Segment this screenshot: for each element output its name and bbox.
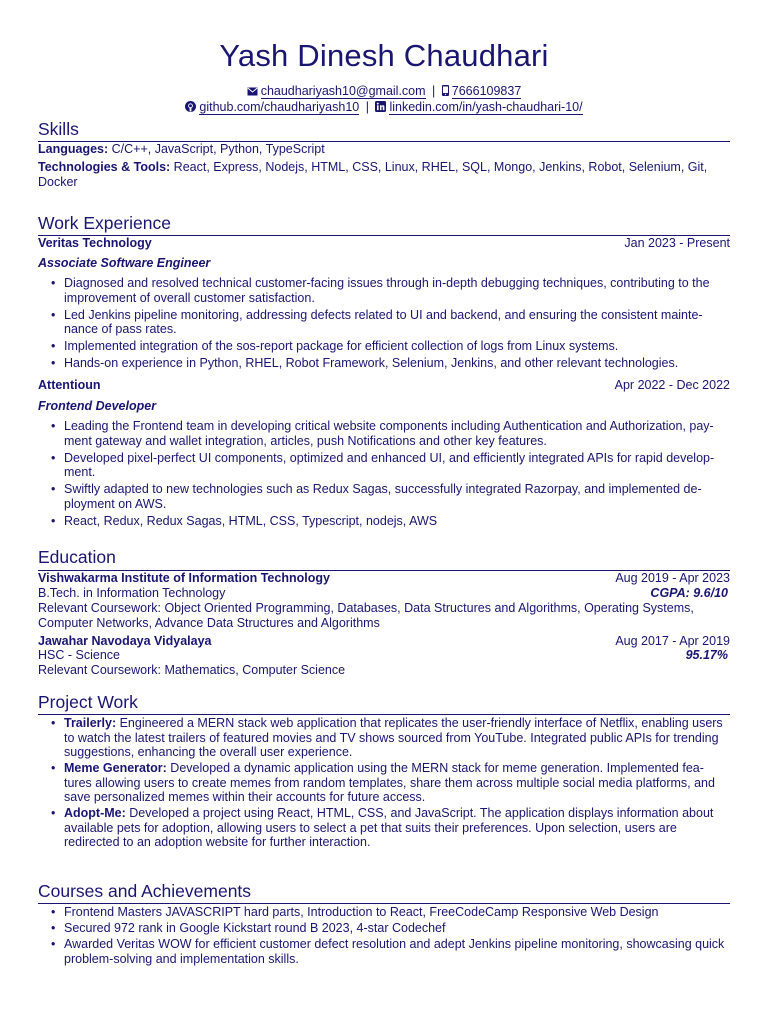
achievement-item: • Secured 972 rank in Google Kickstart round B 2023, 4-star Codechef bbox=[38, 921, 730, 936]
mobile-phone-icon bbox=[442, 84, 449, 100]
project-item: • Adopt-Me: Developed a project using React, HTML, CSS, and JavaScript. The application displays information about available pets for adoption, allowing users to select a pet that suits their preferences. Upon selection, users are redirected to an adoption website for further interaction. bbox=[38, 806, 730, 850]
school-score: CGPA: 9.6/10 bbox=[650, 586, 728, 600]
section-divider bbox=[38, 714, 730, 715]
email-link[interactable]: chaudhariyash10@gmail.com bbox=[260, 84, 426, 98]
bullet-item: • Diagnosed and resolved technical customer-facing issues through in-depth debugging techniques, contributing to the improvement of overall customer satisfaction. bbox=[38, 276, 730, 305]
tools-value-cont: Docker bbox=[38, 174, 78, 189]
section-title-courses: Courses and Achievements bbox=[38, 881, 252, 901]
bullet-item: • Swiftly adapted to new technologies such as Redux Sagas, successfully integrated Razorpay, and implemented de- ployment on AWS. bbox=[38, 482, 730, 511]
bullet-item: • Implemented integration of the sos-report package for efficient collection of logs from Linux systems. bbox=[38, 339, 730, 354]
project-item: • Meme Generator: Developed a dynamic application using the MERN stack for meme generation. Implemented fea- tures allowing users to create memes from random templates, share them across multiple social media platforms, and save personalized memes within their accounts for future access. bbox=[38, 761, 730, 805]
courses-list bbox=[38, 905, 730, 968]
bullet-item: • Hands-on experience in Python, RHEL, Robot Framework, Selenium, Jenkins, and other relevant technologies. bbox=[38, 356, 730, 371]
company-name: Veritas Technology bbox=[38, 236, 152, 250]
coursework: Relevant Coursework: Object Oriented Programming, Databases, Data Structures and Algorithms, Operating Systems, Computer Networks, Advance Data Structures and Algorithms bbox=[38, 601, 694, 630]
candidate-name: Yash Dinesh Chaudhari bbox=[219, 38, 549, 73]
separator: | bbox=[432, 84, 436, 98]
job-role: Associate Software Engineer bbox=[38, 256, 211, 270]
school-name: Jawahar Navodaya Vidyalaya bbox=[38, 634, 212, 648]
bullet-item: • Leading the Frontend team in developing critical website components including Authentication and Authorization, pay- ment gateway and wallet integration, articles, push Notifications and other key features. bbox=[38, 419, 730, 448]
school-score: 95.17% bbox=[685, 648, 728, 662]
bullet-item: • Developed pixel-perfect UI components, optimized and enhanced UI, and efficiently integrated APIs for rapid develop- ment. bbox=[38, 451, 730, 480]
contact-line-2 bbox=[38, 99, 730, 116]
tools-label: Technologies & Tools: bbox=[38, 160, 171, 174]
school-dates: Aug 2019 - Apr 2023 bbox=[615, 571, 730, 585]
skills-tools bbox=[38, 160, 730, 189]
bullet-item: • React, Redux, Redux Sagas, HTML, CSS, Typescript, nodejs, AWS bbox=[38, 514, 730, 529]
phone-link[interactable]: 7666109837 bbox=[451, 84, 522, 98]
contact-line-1 bbox=[38, 83, 730, 100]
section-title-skills: Skills bbox=[38, 119, 79, 139]
coursework: Relevant Coursework: Mathematics, Computer Science bbox=[38, 663, 346, 677]
school-name: Vishwakarma Institute of Information Technology bbox=[38, 571, 330, 585]
section-title-experience: Work Experience bbox=[38, 213, 171, 233]
skills-languages bbox=[38, 142, 730, 157]
school-dates: Aug 2017 - Apr 2019 bbox=[615, 634, 730, 648]
section-title-projects: Project Work bbox=[38, 692, 138, 712]
degree: B.Tech. in Information Technology bbox=[38, 586, 226, 600]
job-dates: Apr 2022 - Dec 2022 bbox=[614, 378, 730, 392]
section-divider bbox=[38, 903, 730, 904]
job-bullets bbox=[38, 419, 730, 531]
github-icon bbox=[185, 100, 196, 116]
linkedin-link[interactable]: linkedin.com/in/yash-chaudhari-10/ bbox=[389, 100, 583, 114]
github-link[interactable]: github.com/chaudhariyash10 bbox=[199, 100, 360, 114]
section-title-education: Education bbox=[38, 547, 116, 567]
languages-value: C/C++, JavaScript, Python, TypeScript bbox=[111, 142, 325, 156]
job-dates: Jan 2023 - Present bbox=[624, 236, 730, 250]
achievement-item: • Frontend Masters JAVASCRIPT hard parts, Introduction to React, FreeCodeCamp Responsive Web Design bbox=[38, 905, 730, 920]
achievement-item: • Awarded Veritas WOW for efficient customer defect resolution and adept Jenkins pipeline monitoring, showcasing quick problem-solving and implementation skills. bbox=[38, 937, 730, 966]
project-item: • Trailerly: Engineered a MERN stack web application that replicates the user-friendly interface of Netflix, enabling users to watch the latest trailers of featured movies and TV shows sourced from YouTube. Integrated public APIs for trending suggestions, enhancing the overall user experience. bbox=[38, 716, 730, 760]
separator: | bbox=[365, 100, 369, 114]
company-name: Attentioun bbox=[38, 378, 101, 392]
job-bullets bbox=[38, 276, 730, 373]
tools-value: React, Express, Nodejs, HTML, CSS, Linux, RHEL, SQL, Mongo, Jenkins, Robot, Selenium, Git, bbox=[173, 160, 708, 174]
degree: HSC - Science bbox=[38, 648, 120, 662]
envelope-icon bbox=[247, 84, 258, 100]
project-list bbox=[38, 716, 730, 851]
languages-label: Languages: bbox=[38, 142, 109, 156]
job-role: Frontend Developer bbox=[38, 399, 157, 413]
bullet-item: • Led Jenkins pipeline monitoring, addressing defects related to UI and backend, and ensuring the consistent mainte- nance of pass rates. bbox=[38, 308, 730, 337]
linkedin-icon bbox=[375, 100, 386, 116]
